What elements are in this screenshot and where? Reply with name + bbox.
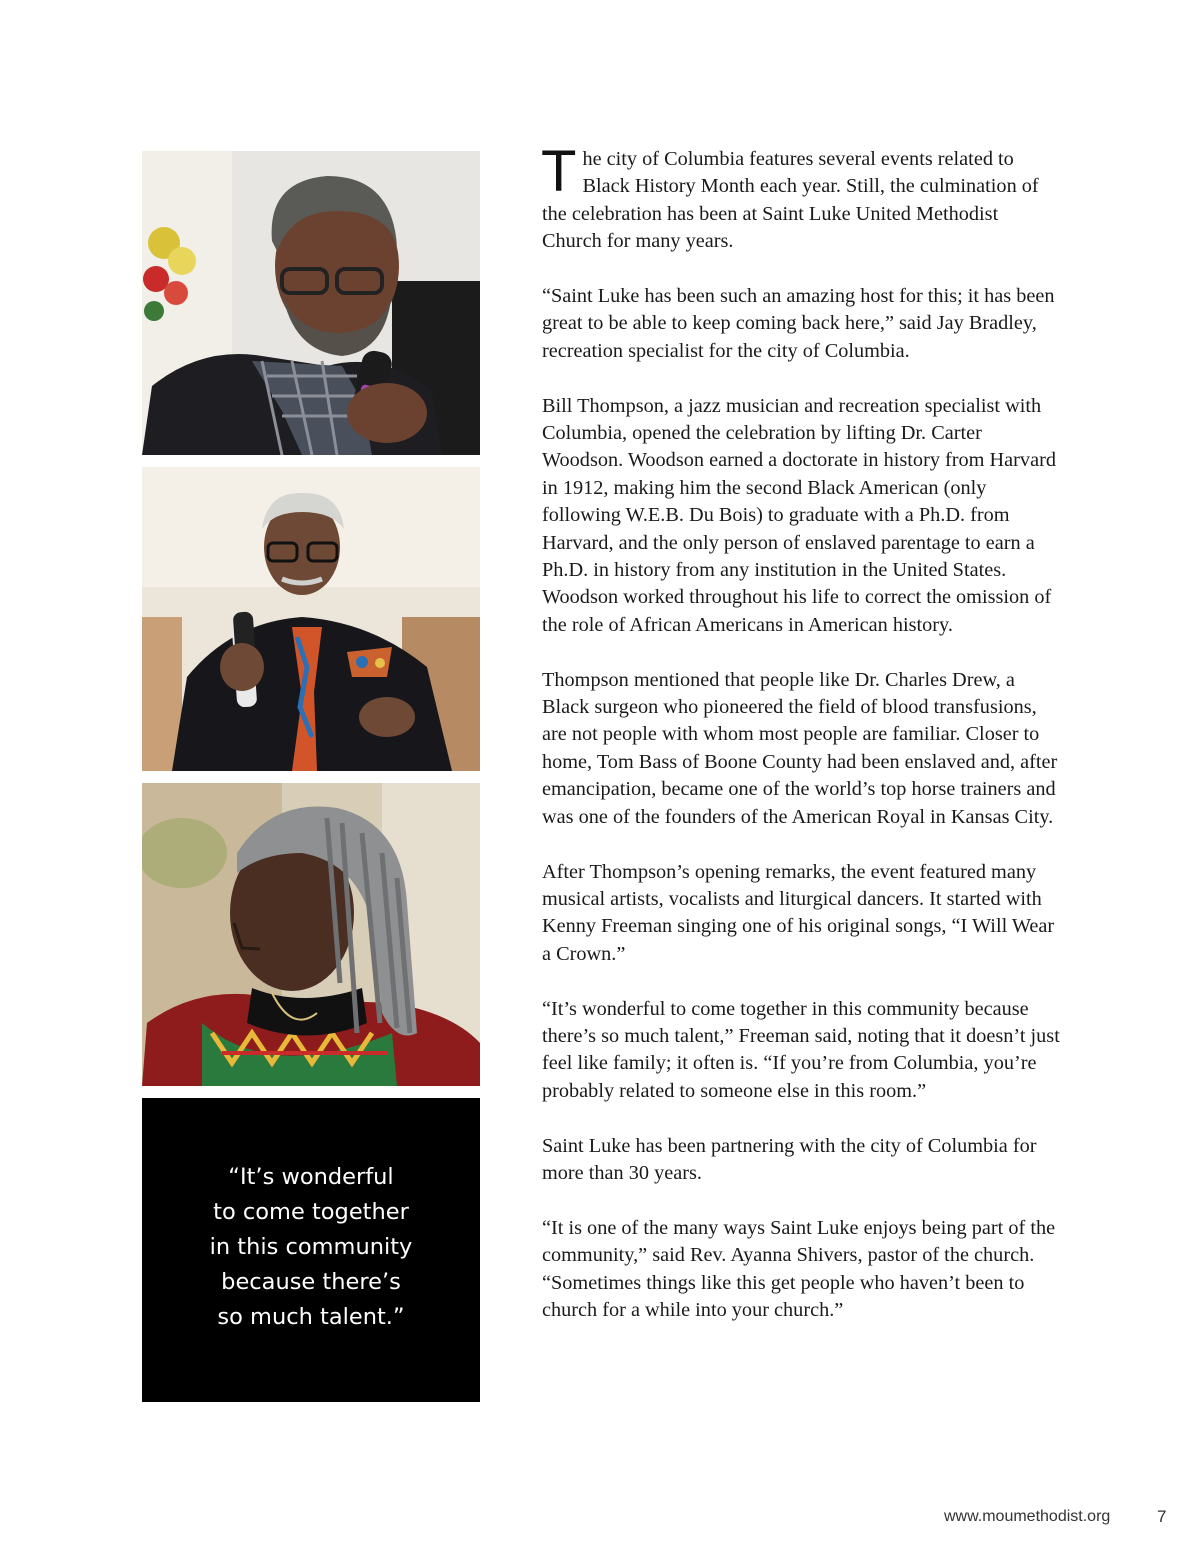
article-paragraph: Thompson mentioned that people like Dr. Charles Drew, a Black surgeon who pioneered the field of blood transfusions, are not people with whom most people are familiar. Closer to home, Tom Bass of Boone County had been enslaved and, after emancipation, became one of the world’s top horse trainers and was one of the founders of the American Royal in Kansas City. bbox=[542, 668, 1058, 828]
article-paragraph: “It is one of the many ways Saint Luke enjoys being part of the community,” said Rev. Ayanna Shivers, pastor of the church. “Sometimes things like this get people who haven’t been to church for a while into your church.” bbox=[542, 1216, 1056, 1321]
article-paragraph: Saint Luke has been partnering with the city of Columbia for more than 30 years. bbox=[542, 1134, 1037, 1184]
drop-cap: T bbox=[541, 139, 577, 204]
pull-quote-line: so much talent.” bbox=[217, 1303, 405, 1330]
pull-quote-line: in this community bbox=[209, 1233, 413, 1260]
lead-text: he city of Columbia features several events related to Black History Month each year. Still, the culmination of the celebration has been at Saint Luke United Methodist Church for many years. bbox=[542, 148, 1039, 253]
article-paragraph: “Saint Luke has been such an amazing host for this; it has been great to be able to keep coming back here,” said Jay Bradley, recreation specialist for the city of Columbia. bbox=[542, 285, 1055, 362]
photo-man-with-microphone bbox=[142, 151, 480, 455]
article-paragraph: Bill Thompson, a jazz musician and recreation specialist with Columbia, opened the celebration by lifting Dr. Carter Woodson. Woodson earned a doctorate in history from Harvard in 1912, making him the second Black American (only following W.E.B. Du Bois) to graduate with a Ph.D. from Harvard, and the only person of enslaved parentage to earn a Ph.D. in history from any institution in the United States. Woodson worked throughout his life to correct the omission of the role of African Americans in American history. bbox=[542, 394, 1056, 636]
photo-man-in-suit-speaking bbox=[142, 467, 480, 771]
article-paragraph: “It’s wonderful to come together in this community because there’s so much talent,” Freeman said, noting that it doesn’t just feel like family; it often is. “If you’re from Columbia, you’re probably related to someone else in this room.” bbox=[542, 997, 1060, 1102]
page-number: 7 bbox=[1157, 1507, 1167, 1526]
pull-quote-box bbox=[142, 1098, 480, 1402]
footer-website-link[interactable]: www.moumethodist.org bbox=[944, 1508, 1111, 1525]
pull-quote-line: to come together bbox=[213, 1198, 409, 1225]
article-paragraph-lead bbox=[541, 139, 1062, 256]
article-body bbox=[541, 139, 1062, 1352]
pull-quote bbox=[181, 1160, 441, 1335]
article-paragraph: After Thompson’s opening remarks, the event featured many musical artists, vocalists and liturgical dancers. It started with Kenny Freeman singing one of his original songs, “I Will Wear a Crown.” bbox=[542, 860, 1055, 965]
pull-quote-line: because there’s bbox=[221, 1268, 401, 1295]
pull-quote-line: “It’s wonderful bbox=[228, 1163, 394, 1190]
photo-woman-with-locs bbox=[142, 783, 480, 1086]
